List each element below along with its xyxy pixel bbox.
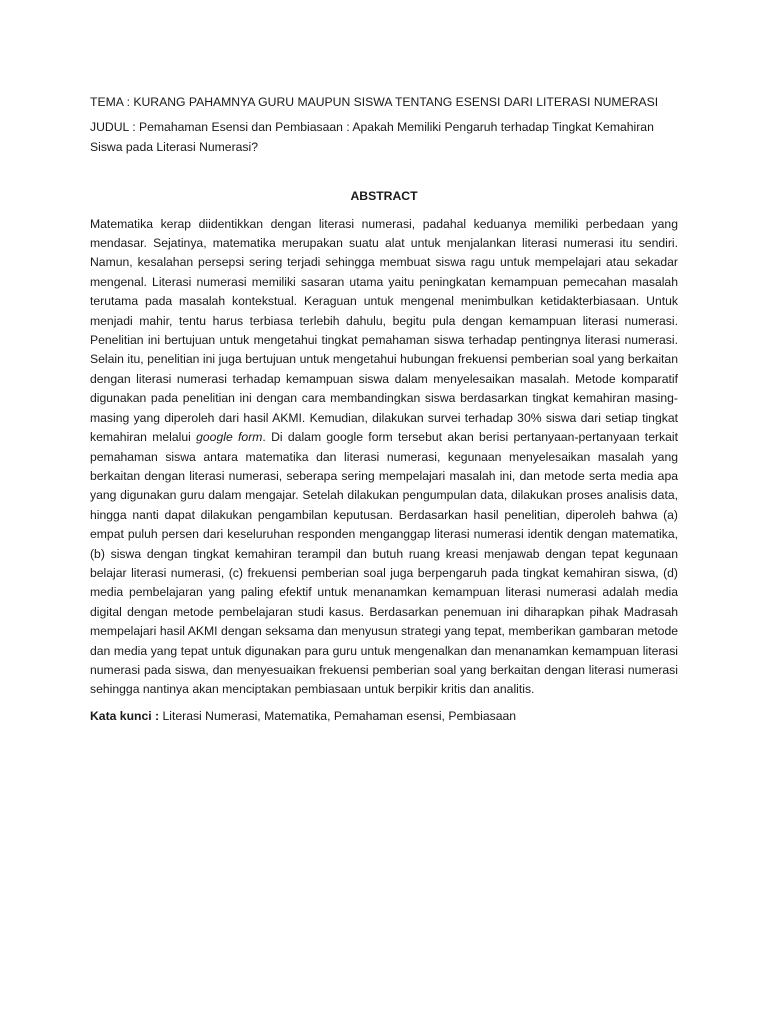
abstract-body (90, 215, 678, 700)
keywords-label: Kata kunci : (90, 708, 160, 723)
keywords-value: Literasi Numerasi, Matematika, Pemahaman esensi, Pembiasaan (159, 708, 517, 723)
abstract-text-part2: . Di dalam google form tersebut akan berisi pertanyaan-pertanyaan terkait pemahaman siswa antara matematika dan literasi numerasi, kegunaan menyelesaikan masalah yang berkaitan dengan literasi numerasi, seberapa sering mempelajari masalah ini, dan metode serta media apa yang digunakan guru dalam mengajar. Setelah dilakukan pengumpulan data, dilakukan proses analisis data, hingga nanti dapat dilakukan pengambilan keputusan. Berdasarkan hasil penelitian, diperoleh bahwa (a) empat puluh persen dari keseluruhan responden menganggap literasi numerasi identik dengan matematika, (b) siswa dengan tingkat kemahiran terampil dan butuh ruang kreasi menjawab dengan tepat kegunaan belajar literasi numerasi, (c) frekuensi pemberian soal juga berpengaruh pada tingkat kemahiran siswa, (d) media pembelajaran yang paling efektif untuk menanamkan kemampuan literasi numerasi adalah media digital dengan metode pembelajaran studi kasus. Berdasarkan penemuan ini diharapkan pihak Madrasah mempelajari hasil AKMI dengan seksama dan menyusun strategi yang tepat, memberikan gambaran metode dan media yang tepat untuk digunakan para guru untuk mengenalkan dan menanamkan kemampuan literasi numerasi pada siswa, dan menyesuaikan frekuensi pemberian soal yang berkaitan dengan literasi numerasi sehingga nantinya akan menciptakan pembiasaan untuk berpikir kritis dan analitis. (90, 430, 678, 697)
document-page (90, 93, 678, 726)
title-line: JUDUL : Pemahaman Esensi dan Pembiasaan : Apakah Memiliki Pengaruh terhadap Tingkat Kemahiran Siswa pada Literasi Numerasi? (90, 120, 654, 154)
abstract-heading: ABSTRACT (350, 189, 418, 204)
abstract-italic-term: google form (196, 430, 263, 445)
abstract-text-part1: Matematika kerap diidentikkan dengan literasi numerasi, padahal keduanya memiliki perbedaan yang mendasar. Sejatinya, matematika merupakan suatu alat untuk menjalankan literasi numerasi itu sendiri. Namun, kesalahan persepsi sering terjadi sehingga membuat siswa ragu untuk mempelajari atau sekadar mengenal. Literasi numerasi memiliki sasaran utama yaitu peningkatan kemampuan pemecahan masalah terutama pada masalah kontekstual. Keraguan untuk mengenal menimbulkan ketidakterbiasaan. Untuk menjadi mahir, tentu harus terbiasa terlebih dahulu, begitu pula dengan kemampuan literasi numerasi. Penelitian ini bertujuan untuk mengetahui tingkat pemahaman siswa terhadap pentingnya literasi numerasi. Selain itu, penelitian ini juga bertujuan untuk mengetahui hubungan frekuensi pemberian soal yang berkaitan dengan literasi numerasi terhadap kemampuan siswa dalam menyelesaikan masalah. Metode komparatif digunakan pada penelitian ini dengan cara membandingkan siswa berdasarkan tingkat kemahiran masing-masing yang diperoleh dari hasil AKMI. Kemudian, dilakukan survei terhadap 30% siswa dari setiap tingkat kemahiran melalui (90, 216, 678, 445)
keywords-line (90, 707, 678, 726)
theme-line: TEMA : KURANG PAHAMNYA GURU MAUPUN SISWA TENTANG ESENSI DARI LITERASI NUMERASI (90, 95, 659, 109)
